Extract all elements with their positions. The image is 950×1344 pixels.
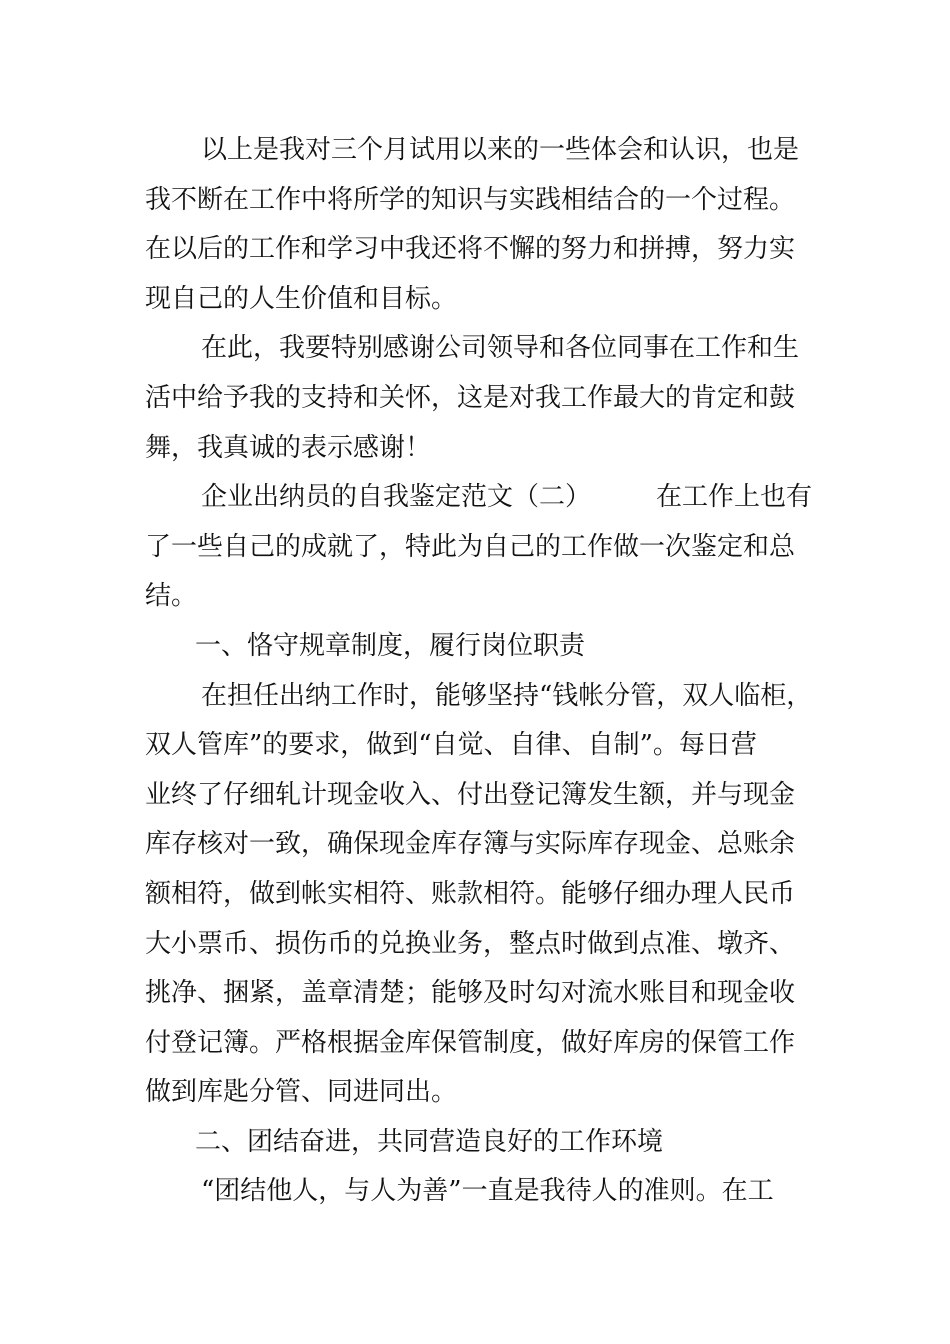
paragraph-line: 在以后的工作和学习中我还将不懈的努力和拼搏，努力实 bbox=[145, 234, 796, 265]
paragraph-line: 舞，我真诚的表示感谢！ bbox=[145, 432, 432, 463]
paragraph-line: 以上是我对三个月试用以来的一些体会和认识，也是 bbox=[201, 135, 800, 165]
paragraph-line: “团结他人，与人为善”一直是我待人的准则。在工 bbox=[201, 1176, 774, 1207]
paragraph-line: 活中给予我的支持和关怀，这是对我工作最大的肯定和鼓 bbox=[145, 382, 796, 413]
paragraph-line: 做到库匙分管、同进同出。 bbox=[145, 1077, 458, 1108]
document-body bbox=[145, 126, 813, 1217]
heading-line: 一、恪守规章制度，履行岗位职责 bbox=[195, 630, 586, 661]
section-title-line: 企业出纳员的自我鉴定范文（二） 在工作上也有 bbox=[201, 482, 813, 513]
paragraph-line: 双人管库”的要求，做到“自觉、自律、自制”。每日营 bbox=[145, 730, 757, 761]
paragraph-line: 现自己的人生价值和目标。 bbox=[145, 283, 458, 314]
paragraph-line: 业终了仔细轧计现金收入、付出登记簿发生额，并与现金 bbox=[145, 779, 796, 810]
paragraph-line: 额相符，做到帐实相符、账款相符。能够仔细办理人民币 bbox=[145, 878, 796, 909]
paragraph-line: 大小票币、损伤币的兑换业务，整点时做到点准、墩齐、 bbox=[145, 928, 796, 959]
paragraph-line: 在担任出纳工作时，能够坚持“钱帐分管，双人临柜， bbox=[201, 680, 813, 711]
paragraph-line: 我不断在工作中将所学的知识与实践相结合的一个过程。 bbox=[145, 184, 796, 215]
paragraph-line: 在此，我要特别感谢公司领导和各位同事在工作和生 bbox=[201, 333, 800, 364]
paragraph-line: 付登记簿。严格根据金库保管制度，做好库房的保管工作 bbox=[145, 1027, 796, 1058]
paragraph-line: 挑净、捆紧，盖章清楚；能够及时勾对流水账目和现金收 bbox=[145, 978, 796, 1009]
paragraph-line: 库存核对一致，确保现金库存簿与实际库存现金、总账余 bbox=[145, 829, 796, 860]
heading-line: 二、团结奋进，共同营造良好的工作环境 bbox=[195, 1126, 664, 1157]
paragraph-line: 结。 bbox=[145, 581, 198, 612]
paragraph-line: 了一些自己的成就了，特此为自己的工作做一次鉴定和总 bbox=[145, 531, 796, 562]
